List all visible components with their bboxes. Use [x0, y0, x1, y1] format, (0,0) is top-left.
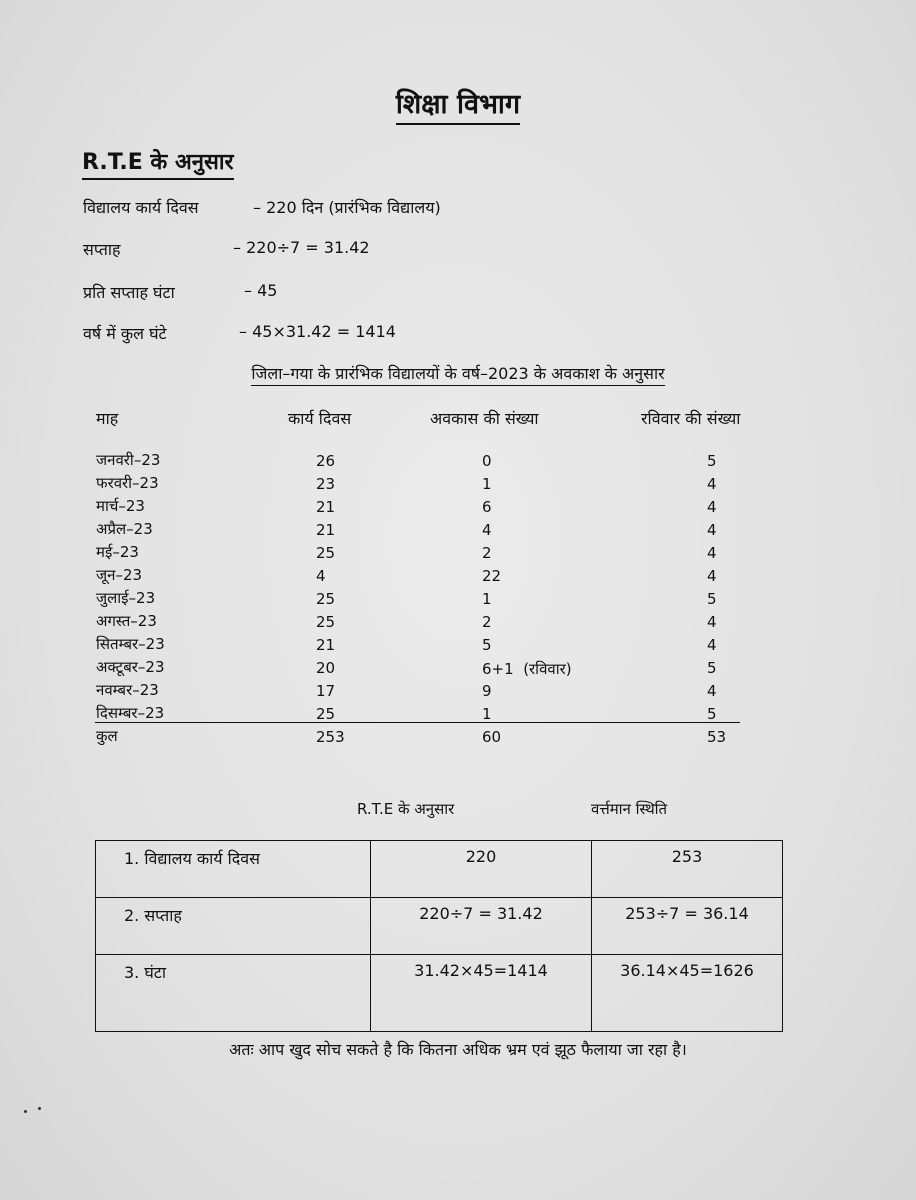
table-row-working-days: 17 [316, 682, 336, 700]
table-row-month: नवम्बर–23 [96, 681, 159, 699]
table-row-month: जनवरी–23 [96, 451, 161, 469]
table-row-working-days: 20 [316, 659, 336, 677]
table-row-sundays: 4 [707, 613, 717, 631]
table-row-sundays: 4 [707, 682, 717, 700]
table-row-holidays: 6 [482, 498, 492, 516]
comparison-header-rte: R.T.E के अनुसार [357, 800, 455, 818]
table-row-holidays: 9 [482, 682, 492, 700]
comparison-rte-value: 220 [371, 841, 592, 898]
header-holidays: अवकास की संख्या [430, 409, 539, 428]
table-row-working-days: 21 [316, 498, 336, 516]
comparison-rte-value: 31.42×45=1414 [371, 955, 592, 1032]
header-working-days: कार्य दिवस [288, 409, 352, 428]
table-row-sundays: 5 [707, 452, 717, 470]
comparison-current-value: 36.14×45=1626 [592, 955, 783, 1032]
table-row-month: अगस्त–23 [96, 612, 157, 630]
total-label: कुल [96, 727, 118, 745]
comparison-label: 3. घंटा [96, 955, 371, 1032]
table-row-month: जुलाई–23 [96, 589, 156, 607]
table-row-holidays: 1 [482, 705, 492, 723]
table-row-working-days: 21 [316, 521, 336, 539]
rte-heading: R.T.E के अनुसार [82, 146, 234, 176]
table-row-sundays: 5 [707, 590, 717, 608]
rte-label-total-hours: वर्ष में कुल घंटे [83, 324, 167, 343]
conclusion-text: अतः आप खुद सोच सकते है कि कितना अधिक भ्रम एवं झूठ फैलाया जा रहा है। [229, 1040, 687, 1059]
table-row-working-days: 25 [316, 590, 336, 608]
page-title: शिक्षा विभाग [0, 84, 916, 121]
table-row-month: सितम्बर–23 [96, 635, 165, 653]
table-row-holidays: 2 [482, 613, 492, 631]
table-row-working-days: 23 [316, 475, 336, 493]
comparison-header-current: वर्त्तमान स्थिति [591, 800, 668, 818]
comparison-current-value: 253÷7 = 36.14 [592, 898, 783, 955]
table-row-sundays: 4 [707, 567, 717, 585]
total-divider [95, 722, 740, 723]
table-row [96, 898, 783, 955]
table-row-working-days: 25 [316, 705, 336, 723]
table-row-working-days: 25 [316, 544, 336, 562]
district-heading: जिला–गया के प्रारंभिक विद्यालयों के वर्ष–2023 के अवकाश के अनुसार [0, 362, 916, 384]
table-row-sundays: 5 [707, 705, 717, 723]
table-row-sundays: 4 [707, 544, 717, 562]
comparison-label: 1. विद्यालय कार्य दिवस [96, 841, 371, 898]
table-row-month: अप्रैल–23 [96, 520, 153, 538]
rte-value-total-hours: – 45×31.42 = 1414 [239, 322, 396, 341]
table-row-holidays: 1 [482, 590, 492, 608]
table-row-working-days: 25 [316, 613, 336, 631]
total-working-days: 253 [316, 728, 345, 746]
table-row-month: फरवरी–23 [96, 474, 159, 492]
table-row-sundays: 4 [707, 636, 717, 654]
table-row-sundays: 5 [707, 659, 717, 677]
header-sundays: रविवार की संख्या [641, 409, 741, 428]
table-row-working-days: 21 [316, 636, 336, 654]
total-sundays: 53 [707, 728, 727, 746]
rte-value-working-days: – 220 दिन (प्रारंभिक विद्यालय) [253, 198, 441, 217]
rte-label-weeks: सप्ताह [83, 240, 121, 259]
table-row-sundays: 4 [707, 475, 717, 493]
rte-value-hours-per-week: – 45 [244, 281, 278, 300]
table-row-sundays: 4 [707, 521, 717, 539]
table-row-holidays: 22 [482, 567, 502, 585]
table-row-holidays: 2 [482, 544, 492, 562]
rte-label-hours-per-week: प्रति सप्ताह घंटा [83, 283, 175, 302]
table-row-holidays: 5 [482, 636, 492, 654]
table-row [96, 955, 783, 1032]
table-row-month: दिसम्बर–23 [96, 704, 165, 722]
table-row-working-days: 26 [316, 452, 336, 470]
comparison-rte-value: 220÷7 = 31.42 [371, 898, 592, 955]
header-month: माह [96, 409, 119, 428]
comparison-label: 2. सप्ताह [96, 898, 371, 955]
comparison-table [95, 840, 783, 1032]
table-row [96, 841, 783, 898]
table-row-holidays: 6+1 (रविवार) [482, 660, 572, 678]
table-row-sundays: 4 [707, 498, 717, 516]
table-row-month: मार्च–23 [96, 497, 145, 515]
table-row-month: अक्टूबर–23 [96, 658, 165, 676]
table-row-holidays: 4 [482, 521, 492, 539]
table-row-working-days: 4 [316, 567, 326, 585]
rte-value-weeks: – 220÷7 = 31.42 [233, 238, 370, 257]
table-row-holidays: 0 [482, 452, 492, 470]
total-holidays: 60 [482, 728, 502, 746]
comparison-current-value: 253 [592, 841, 783, 898]
table-row-holidays: 1 [482, 475, 492, 493]
rte-label-working-days: विद्यालय कार्य दिवस [83, 198, 199, 217]
table-row-month: जून–23 [96, 566, 143, 584]
scan-speck [38, 1107, 41, 1110]
scan-speck [24, 1110, 27, 1113]
table-row-month: मई–23 [96, 543, 139, 561]
